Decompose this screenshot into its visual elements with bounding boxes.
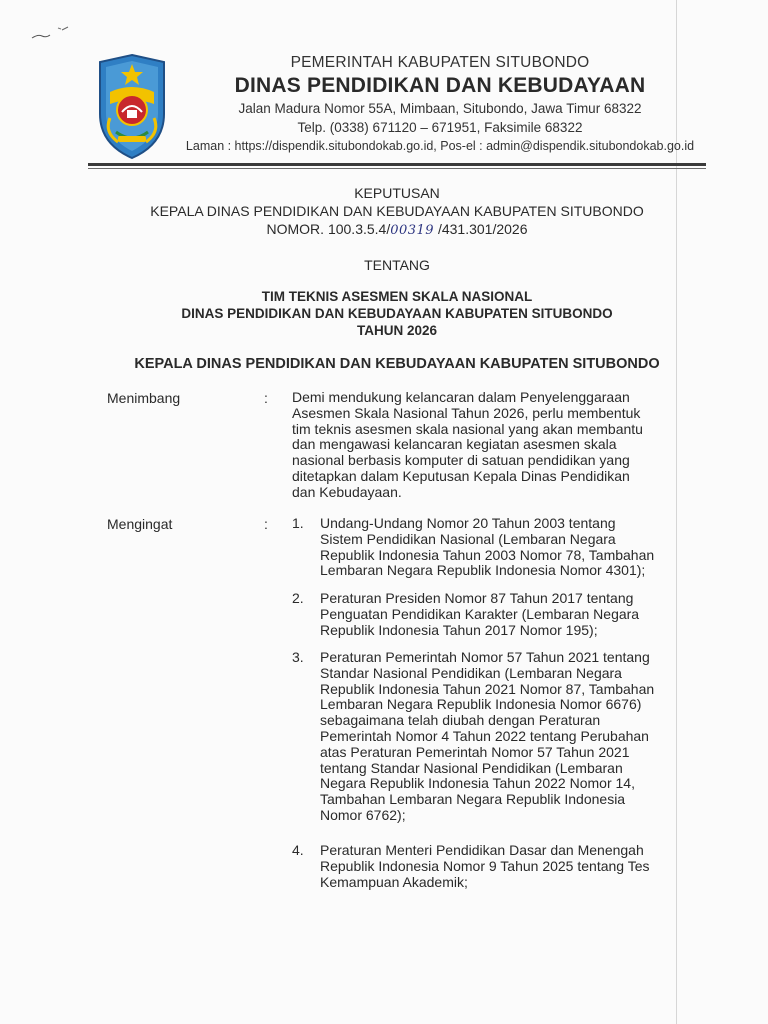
mengingat-label: Mengingat [107,516,173,532]
menimbang-label: Menimbang [107,390,181,406]
menimbang-line: Demi mendukung kelancaran dalam Penyelenggaraan [292,389,630,405]
decree-heading: KEPUTUSAN [354,185,440,201]
decree-number-prefix: NOMOR. 100.3.5.4/ [266,221,391,237]
item-line: Undang-Undang Nomor 20 Tahun 2003 tentang [320,515,616,531]
item-line: Lembaran Negara Republik Indonesia Nomor 4301); [320,562,646,579]
item-number: 4. [292,842,304,858]
item-line: atas Peraturan Pemerintah Nomor 57 Tahun 2021 [320,743,630,760]
item-text [320,650,698,824]
decree-issuer: KEPALA DINAS PENDIDIKAN DAN KEBUDAYAAN KABUPATEN SITUBONDO [150,203,644,219]
item-line: Sistem Pendidikan Nasional (Lembaran Negara [320,530,616,547]
item-line: Tambahan Lembaran Negara Republik Indonesia [320,791,626,808]
item-line: Standar Nasional Pendidikan (Lembaran Negara [320,664,622,681]
menimbang-line: nasional berbasis komputer di satuan pendidikan yang [292,452,630,469]
decree-title-line-3: TAHUN 2026 [356,323,438,338]
item-line: Republik Indonesia Tahun 2003 Nomor 78, Tambahan [320,546,655,563]
item-text [320,843,698,890]
item-line: Pemerintah Nomor 4 Tahun 2022 tentang Perubahan [320,727,649,744]
item-text [320,591,698,638]
item-line: Nomor 6762); [320,806,406,823]
decree-title-line-1: TIM TEKNIS ASESMEN SKALA NASIONAL [261,289,533,304]
item-line: tentang Standar Nasional Pendidikan (Lembaran [320,759,623,776]
item-line: Peraturan Presiden Nomor 87 Tahun 2017 tentang [320,590,634,606]
item-line: Republik Indonesia Nomor 9 Tahun 2025 tentang Tes [320,857,650,874]
menimbang-line: ditetapkan dalam Keputusan Kepala Dinas Pendidikan [292,467,630,484]
agency-address: Jalan Madura Nomor 55A, Mimbaan, Situbondo, Jawa Timur 68322 [238,101,642,116]
about-label: TENTANG [364,257,430,273]
item-number: 3. [292,649,304,665]
margin-scribble [28,18,74,44]
decree-number [88,220,706,240]
menimbang-line: dan Kebudayaan. [292,483,402,500]
item-text [320,516,698,579]
letterhead-rule-thick [88,163,706,166]
item-line: Republik Indonesia Tahun 2021 Nomor 87, Tambahan [320,680,655,697]
item-line: Negara Republik Indonesia Tahun 2022 Nomor 14, [320,775,635,792]
menimbang-line: Asesmen Skala Nasional Tahun 2026, perlu membentuk [292,404,641,421]
item-line: sebagaimana telah diubah dengan Peraturan [320,712,601,729]
item-line: Peraturan Pemerintah Nomor 57 Tahun 2021 tentang [320,649,650,665]
item-number: 2. [292,590,304,606]
decree-title-line-2: DINAS PENDIDIKAN DAN KEBUDAYAAN KABUPATEN SITUBONDO [181,306,613,321]
menimbang-colon: : [264,390,268,406]
mengingat-colon: : [264,516,268,532]
item-line: Republik Indonesia Tahun 2017 Nomor 195); [320,621,598,638]
government-name: PEMERINTAH KABUPATEN SITUBONDO [290,54,590,71]
decree-number-handwritten: 00319 [390,223,435,238]
item-line: Lembaran Negara Republik Indonesia Nomor 6676) [320,696,642,713]
agency-name: DINAS PENDIDIKAN DAN KEBUDAYAAN [234,74,646,97]
menimbang-line: tim teknis asesmen skala nasional yang akan membantu [292,420,643,437]
item-line: Kemampuan Akademik; [320,873,468,890]
authority-heading: KEPALA DINAS PENDIDIKAN DAN KEBUDAYAAN KABUPATEN SITUBONDO [134,356,660,372]
item-line: Peraturan Menteri Pendidikan Dasar dan Menengah [320,842,644,858]
decree-number-suffix: /431.301/2026 [434,221,528,237]
agency-website-email: Laman : https://dispendik.situbondokab.go.id, Pos-el : admin@dispendik.situbondokab.go.id [185,139,695,153]
item-number: 1. [292,515,304,531]
letterhead-rule-thin [88,168,706,169]
menimbang-line: dan mengawasi kelancaran kegiatan asesmen skala [292,436,617,453]
agency-phone: Telp. (0338) 671120 – 671951, Faksimile 68322 [297,120,583,135]
regency-emblem-logo [94,52,170,162]
menimbang-text [292,390,698,501]
item-line: Penguatan Pendidikan Karakter (Lembaran Negara [320,605,640,622]
letterhead [175,53,705,156]
